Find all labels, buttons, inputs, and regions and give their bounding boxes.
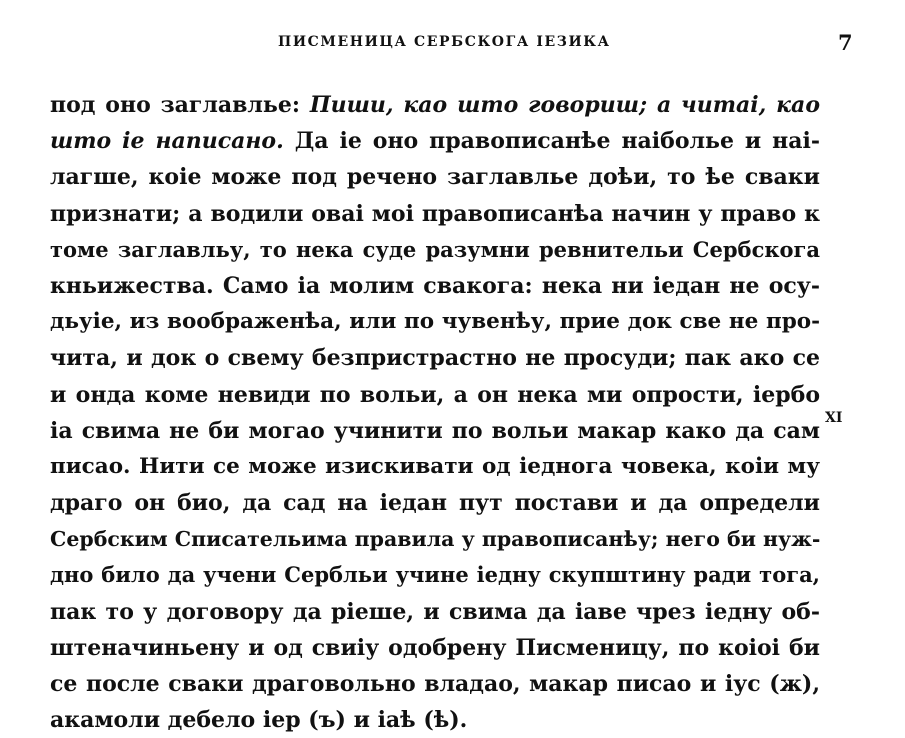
text-line: пак то у договору да ріеше, и свима да іаве чрез іедну об- xyxy=(50,598,820,625)
text-line: дьуіе, из воображенѣа, или по чувенѣу, прие док све не про- xyxy=(50,309,820,335)
text-line xyxy=(50,87,820,123)
running-head xyxy=(0,30,905,54)
text-run: Да іе оно правописанѣе наіболье и наі- xyxy=(294,128,820,155)
text-line: штеначиньену и од свиіу одобрену Писменицу, по коіоі би xyxy=(50,634,820,661)
running-title: ПИСМЕНИЦА СЕРБСКОГА ІЕЗИКА xyxy=(278,34,611,50)
italic-quote: што іе написано. xyxy=(50,128,284,155)
text-line: и онда коме невиди по вольи, а он нека ми опрости, іербо xyxy=(50,381,820,408)
page-number: 7 xyxy=(838,30,853,55)
text-line: кньижества. Само іа молим свакога: нека ни іедан не осу- xyxy=(50,272,820,299)
body-text xyxy=(50,87,820,738)
text-line: драго он био, да сад на іедан пут постави и да определи xyxy=(50,490,820,517)
text-line: Сербским Списательима правила у правописанѣу; него би нуж- xyxy=(50,527,821,552)
text-line: признати; а водили оваі моі правописанѣа начин у право к xyxy=(50,200,820,227)
text-line: се после сваки драговольно владао, макар писао и іус (ж), xyxy=(50,671,820,697)
text-line: чита, и док о свему безпристрастно не просуди; пак ако се xyxy=(50,345,820,372)
text-run: под оно заглавлье: xyxy=(50,92,300,118)
italic-quote: Пиши, као што говориш; а читаі, као xyxy=(309,92,820,118)
text-line: писао. Нити се може изискивати од іеднога човека, коіи му xyxy=(50,453,820,479)
text-line: дно било да учени Сербльи учине іедну скупштину ради тога, xyxy=(50,562,820,588)
text-line: лагше, коіе може под речено заглавлье доѣи, то ѣе сваки xyxy=(50,164,820,191)
margin-note: XI xyxy=(825,410,843,426)
text-line: акамоли дебело іер (ъ) и іаѣ (ѣ). xyxy=(50,707,468,734)
text-line xyxy=(50,123,820,159)
text-line: томе заглавльу, то нека суде разумни ревнительи Сербскога xyxy=(50,236,820,262)
text-line: іа свима не би могао учинити по вольи макар како да сам xyxy=(50,417,820,444)
